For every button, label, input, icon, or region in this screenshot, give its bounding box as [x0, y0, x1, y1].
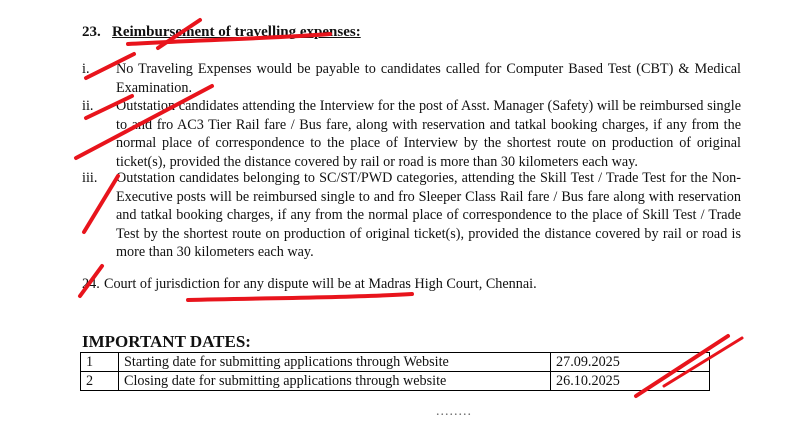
row-date: 26.10.2025 — [551, 372, 710, 391]
item-label: ii. — [82, 98, 94, 114]
section-23-title: Reimbursement of travelling expenses: — [112, 24, 361, 40]
section-23-number: 23. — [82, 24, 101, 40]
row-description: Starting date for submitting applications through Website — [119, 353, 551, 372]
row-description: Closing date for submitting applications through website — [119, 372, 551, 391]
table-row — [81, 353, 710, 372]
section-23-item-3 — [82, 169, 741, 262]
important-dates-table — [80, 352, 710, 391]
section-24-number: 24. — [82, 276, 100, 292]
item-text: No Traveling Expenses would be payable to candidates called for Computer Based Test (CBT) & Medical Examination. — [116, 61, 741, 96]
important-dates-heading: IMPORTANT DATES: — [82, 332, 251, 351]
item-label: iii. — [82, 170, 98, 186]
page-continuation-dots: ........ — [436, 404, 472, 419]
table-row — [81, 372, 710, 391]
item-text: Outstation candidates belonging to SC/ST/PWD categories, attending the Skill Test / Trade Test for the Non-Executive posts will be reimbursed single to and fro Sleeper Class Rail fare / Bus fare along with reservation and tatkal booking charges, if any from the normal place of correspondence to the place of Skill Test / Trade Test by the shortest route on production of original ticket(s), provided the distance covered by rail or road is more than 30 kilometers each way. — [116, 170, 741, 260]
court-underline-mark — [188, 294, 412, 300]
section-23-heading — [82, 24, 361, 41]
section-24-text: Court of jurisdiction for any dispute will be at Madras High Court, Chennai. — [104, 276, 537, 292]
row-number: 2 — [81, 372, 119, 391]
row-date: 27.09.2025 — [551, 353, 710, 372]
item-text: Outstation candidates attending the Interview for the post of Asst. Manager (Safety) will be reimbursed single to and fro AC3 Tier Rail fare / Bus fare, along with reservation and tatkal booking charges, if any from the normal place of correspondence to the place of Interview by the shortest route on production of original ticket(s), provided the distance covered by rail or road is more than 30 kilometers each way. — [116, 98, 741, 170]
section-23-item-2 — [82, 97, 741, 171]
section-23-item-1 — [82, 60, 741, 97]
item-label: i. — [82, 61, 90, 77]
row-number: 1 — [81, 353, 119, 372]
section-24 — [82, 276, 537, 293]
